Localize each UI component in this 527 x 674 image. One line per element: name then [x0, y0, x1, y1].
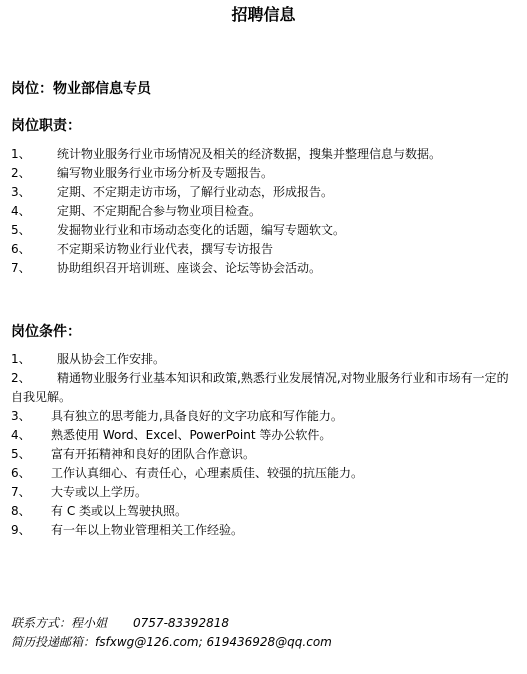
requirement-number: 8、	[11, 504, 31, 518]
requirement-text: 精通物业服务行业基本知识和政策,熟悉行业发展情况,对物业服务行业和市场有一定的自我见解。	[11, 371, 509, 404]
requirement-number: 9、	[11, 523, 31, 537]
requirement-text: 富有开拓精神和良好的团队合作意识。	[51, 447, 256, 461]
requirement-item	[11, 483, 516, 502]
requirement-item	[11, 445, 516, 464]
contact-name: 程小姐	[71, 616, 108, 630]
requirement-item	[11, 521, 516, 540]
duties-heading: 岗位职责：	[11, 118, 81, 134]
duty-number: 2、	[11, 166, 31, 180]
duty-text: 发掘物业行业和市场动态变化的话题，编写专题软文。	[57, 223, 346, 237]
duty-item	[11, 183, 441, 202]
requirement-number: 5、	[11, 447, 31, 461]
duty-item	[11, 164, 441, 183]
duty-number: 5、	[11, 223, 31, 237]
email-label: 简历投递邮箱：	[11, 635, 96, 649]
contact-phone: 0757-83392818	[133, 616, 229, 630]
duty-text: 统计物业服务行业市场情况及相关的经济数据，搜集并整理信息与数据。	[57, 147, 442, 161]
duty-number: 7、	[11, 261, 31, 275]
duty-number: 1、	[11, 147, 31, 161]
contact-line	[11, 614, 229, 633]
requirement-text: 有 C 类或以上驾驶执照。	[51, 504, 188, 518]
duty-item	[11, 259, 441, 278]
duties-list	[11, 145, 441, 278]
duty-text: 定期、不定期走访市场，了解行业动态，形成报告。	[57, 185, 334, 199]
requirement-number: 6、	[11, 466, 31, 480]
requirement-item	[11, 502, 516, 521]
duty-item	[11, 202, 441, 221]
duty-text: 定期、不定期配合参与物业项目检查。	[57, 204, 262, 218]
contact-label: 联系方式：	[11, 616, 72, 630]
duty-item	[11, 221, 441, 240]
requirement-item	[11, 369, 516, 407]
requirement-text: 服从协会工作安排。	[57, 352, 166, 366]
requirement-item	[11, 464, 516, 483]
requirement-number: 2、	[11, 371, 31, 385]
requirement-number: 3、	[11, 409, 31, 423]
requirement-text: 工作认真细心、有责任心，心理素质佳、较强的抗压能力。	[51, 466, 364, 480]
requirements-heading: 岗位条件：	[11, 324, 81, 340]
email-address[interactable]: fsfxwg@126.com; 619436928@qq.com	[95, 635, 332, 649]
requirements-list	[11, 350, 516, 540]
duty-item	[11, 145, 441, 164]
email-line	[11, 633, 332, 652]
requirement-text: 熟悉使用 Word、Excel、PowerPoint 等办公软件。	[51, 428, 332, 442]
requirement-number: 7、	[11, 485, 31, 499]
requirement-item	[11, 407, 516, 426]
duty-number: 3、	[11, 185, 31, 199]
position-title: 岗位：物业部信息专员	[11, 81, 151, 97]
duty-item	[11, 240, 441, 259]
duty-text: 协助组织召开培训班、座谈会、论坛等协会活动。	[57, 261, 322, 275]
page-title: 招聘信息	[231, 5, 296, 24]
duty-text: 不定期采访物业行业代表，撰写专访报告	[57, 242, 274, 256]
requirement-item	[11, 350, 516, 369]
duty-number: 6、	[11, 242, 31, 256]
requirement-text: 具有独立的思考能力,具备良好的文字功底和写作能力。	[51, 409, 343, 423]
requirement-number: 1、	[11, 352, 31, 366]
requirement-number: 4、	[11, 428, 31, 442]
requirement-item	[11, 426, 516, 445]
duty-number: 4、	[11, 204, 31, 218]
requirement-text: 大专或以上学历。	[51, 485, 148, 499]
requirement-text: 有一年以上物业管理相关工作经验。	[51, 523, 244, 537]
duty-text: 编写物业服务行业市场分析及专题报告。	[57, 166, 274, 180]
